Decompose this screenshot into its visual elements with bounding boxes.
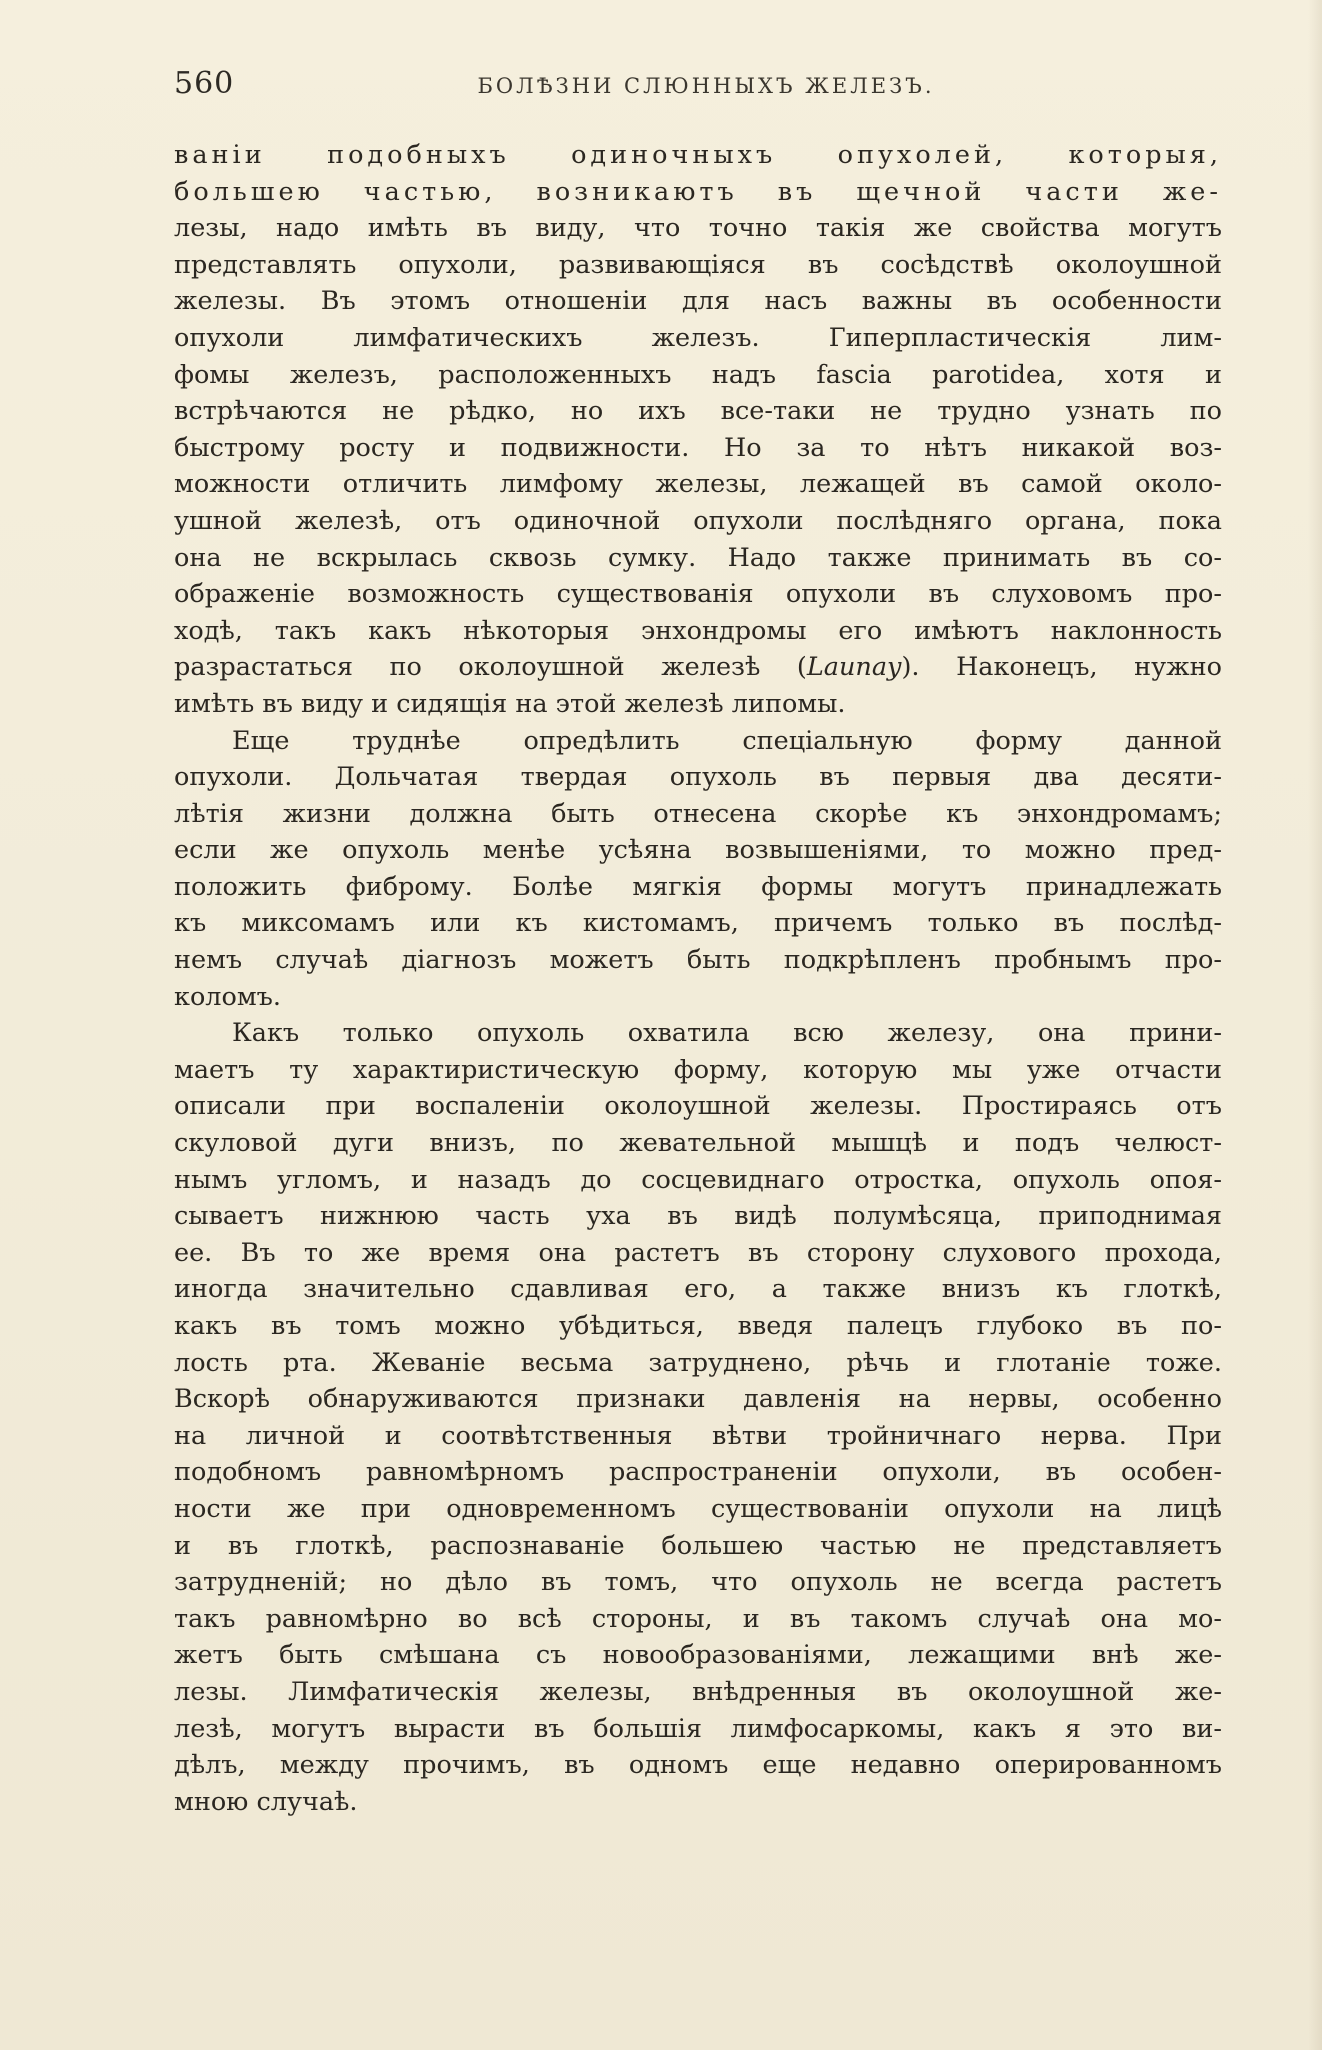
text-line: опухоли. Дольчатая твердая опухоль въ первыя два десяти- xyxy=(174,762,1222,793)
text-line: лезѣ, могутъ вырасти въ большiя лимфосаркомы, какъ я это ви- xyxy=(174,1713,1222,1744)
text-line: описали при воспаленiи околоушной железы. Простираясь отъ xyxy=(174,1091,1222,1122)
text-line: быстрому росту и подвижности. Но за то нѣтъ никакой воз- xyxy=(174,432,1222,463)
text-line: она не вскрылась сквозь сумку. Надо также принимать въ со- xyxy=(174,542,1222,573)
text-line: ности же при одновременномъ существованiи опухоли на лицѣ xyxy=(174,1493,1222,1524)
text-line: какъ въ томъ можно убѣдиться, введя палецъ глубоко въ по- xyxy=(174,1311,1222,1341)
text-line: коломъ. xyxy=(174,981,282,1012)
text-line: можности отличить лимфому железы, лежащей въ самой около- xyxy=(174,469,1222,500)
text-line: затрудненiй; но дѣло въ томъ, что опухоль не всегда растетъ xyxy=(174,1567,1222,1598)
text-line: лезы, надо имѣть въ виду, что точно такiя же свойства могутъ xyxy=(174,213,1222,244)
text-line: и въ глоткѣ, распознаванiе большею частью не представляетъ xyxy=(174,1530,1222,1561)
paragraph xyxy=(174,723,1222,1016)
body-text xyxy=(174,137,1222,1820)
text-line: ушной железѣ, отъ одиночной опухоли послѣдняго органа, пока xyxy=(174,505,1222,536)
text-line: ванiи подобныхъ одиночныхъ опухолей, которыя, xyxy=(174,140,1222,170)
text-line: встрѣчаются не рѣдко, но ихъ все-таки не трудно узнать по xyxy=(174,396,1222,427)
text-line: ходѣ, такъ какъ нѣкоторыя энхондромы его имѣютъ наклонность xyxy=(174,615,1222,646)
text-line: скуловой дуги внизъ, по жевательной мышцѣ и подъ челюст- xyxy=(174,1128,1222,1159)
text-line: лѣтiя жизни должна быть отнесена скорѣе къ энхондромамъ; xyxy=(174,798,1222,829)
text-line: большею частью, возникаютъ въ щечной части же- xyxy=(174,176,1222,207)
text-line: железы. Въ этомъ отношенiи для насъ важны въ особенности xyxy=(174,286,1222,317)
paragraph xyxy=(174,1015,1222,1820)
text-line: дѣлъ, между прочимъ, въ одномъ еще недавно оперированномъ xyxy=(174,1750,1222,1781)
running-title: БОЛѢЗНИ СЛЮННЫХЪ ЖЕЛЕЗЪ. xyxy=(477,74,935,98)
text-line: разрастаться по околоушной железѣ (Launay). Наконецъ, нужно xyxy=(174,652,1222,683)
text-line: къ миксомамъ или къ кистомамъ, причемъ только въ послѣд- xyxy=(174,908,1222,939)
text-line: представлять опухоли, развивающiяся въ сосѣдствѣ околоушной xyxy=(174,249,1222,280)
text-line: такъ равномѣрно во всѣ стороны, и въ такомъ случаѣ она мо- xyxy=(174,1603,1222,1634)
page-header xyxy=(174,66,1238,110)
text-line: ображенiе возможность существованiя опухоли въ слуховомъ про- xyxy=(174,579,1222,610)
text-line: лость рта. Жеванiе весьма затруднено, рѣчь и глотанiе тоже. xyxy=(174,1347,1222,1378)
text-line: подобномъ равномѣрномъ распространенiи опухоли, въ особен- xyxy=(174,1457,1222,1488)
text-line: сываетъ нижнюю часть уха въ видѣ полумѣсяца, приподнимая xyxy=(174,1201,1222,1232)
page-number: 560 xyxy=(174,66,235,101)
text-line: Вскорѣ обнаруживаются признаки давленiя на нервы, особенно xyxy=(174,1384,1222,1415)
text-line: ее. Въ то же время она растетъ въ сторону слухового прохода, xyxy=(174,1237,1222,1268)
text-line: на личной и соотвѣтственныя вѣтви тройничнаго нерва. При xyxy=(174,1420,1222,1451)
text-line: Еще труднѣе опредѣлить спецiальную форму данной xyxy=(232,725,1222,756)
text-line: иногда значительно сдавливая его, а также внизъ къ глоткѣ, xyxy=(174,1274,1222,1305)
text-line: лезы. Лимфатическiя железы, внѣдренныя въ околоушной же- xyxy=(174,1676,1222,1707)
text-line: мною случаѣ. xyxy=(174,1786,358,1817)
text-line: Какъ только опухоль охватила всю железу, она прини- xyxy=(232,1018,1222,1049)
text-line: если же опухоль менѣе усѣяна возвышенiями, то можно пред- xyxy=(174,835,1222,866)
text-line: жетъ быть смѣшана съ новообразованiями, лежащими внѣ же- xyxy=(174,1640,1222,1671)
text-line: фомы железъ, расположенныхъ надъ fascia parotidea, хотя и xyxy=(174,359,1222,390)
text-line: немъ случаѣ дiагнозъ можетъ быть подкрѣпленъ пробнымъ про- xyxy=(174,945,1222,976)
paragraph xyxy=(174,137,1222,723)
text-line: имѣть въ виду и сидящiя на этой железѣ липомы. xyxy=(174,688,846,719)
text-line: положить фиброму. Болѣе мягкiя формы могутъ принадлежать xyxy=(174,871,1222,902)
text-line: маетъ ту характиристическую форму, которую мы уже отчасти xyxy=(174,1054,1222,1085)
text-line: опухоли лимфатическихъ железъ. Гиперпластическiя лим- xyxy=(174,322,1222,353)
text-line: нымъ угломъ, и назадъ до сосцевиднаго отростка, опухоль опоя- xyxy=(174,1164,1222,1195)
